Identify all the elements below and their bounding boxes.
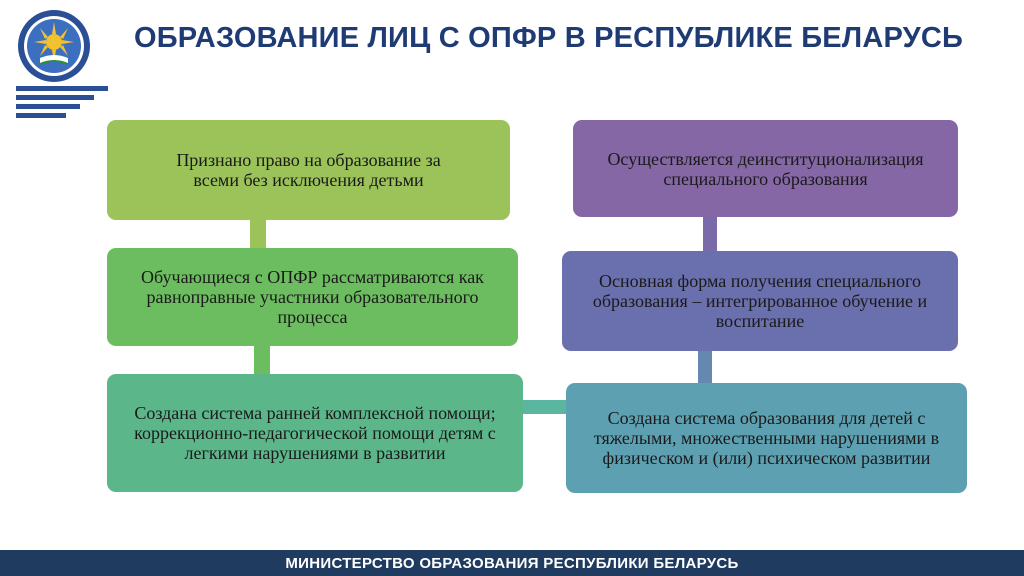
connector <box>522 400 568 414</box>
right-box-1-text: Осуществляется деинституционализация специального образования <box>607 148 924 189</box>
footer-bar <box>0 550 1024 576</box>
right-box-3 <box>566 383 967 493</box>
left-box-3 <box>107 374 523 492</box>
page-title: ОБРАЗОВАНИЕ ЛИЦ С ОПФР В РЕСПУБЛИКЕ БЕЛАРУСЬ <box>134 22 964 54</box>
connector <box>698 351 712 383</box>
left-box-1 <box>107 120 510 220</box>
decorative-stripes <box>16 86 108 118</box>
right-box-2 <box>562 251 958 351</box>
connector <box>250 220 266 248</box>
footer-text: МИНИСТЕРСТВО ОБРАЗОВАНИЯ РЕСПУБЛИКИ БЕЛАРУСЬ <box>285 554 739 572</box>
right-box-3-text: Создана система образования для детей с тяжелыми, множественными нарушениями в физическом и (или) психическом развитии <box>593 408 940 468</box>
connector <box>254 346 270 374</box>
left-box-1-text: Признано право на образование за всеми без исключения детьми <box>176 150 441 190</box>
left-box-2 <box>107 248 518 346</box>
ministry-emblem-icon <box>16 8 92 84</box>
right-box-1 <box>573 120 958 217</box>
left-box-2-text: Обучающиеся с ОПФР рассматриваются как равноправные участники образовательного процесса <box>141 267 484 327</box>
connector <box>703 217 717 251</box>
right-box-2-text: Основная форма получения специального образования – интегрированное обучение и воспитание <box>592 271 928 331</box>
left-box-3-text: Создана система ранней комплексной помощи; коррекционно-педагогической помощи детям с легкими нарушениями в развитии <box>134 403 496 463</box>
